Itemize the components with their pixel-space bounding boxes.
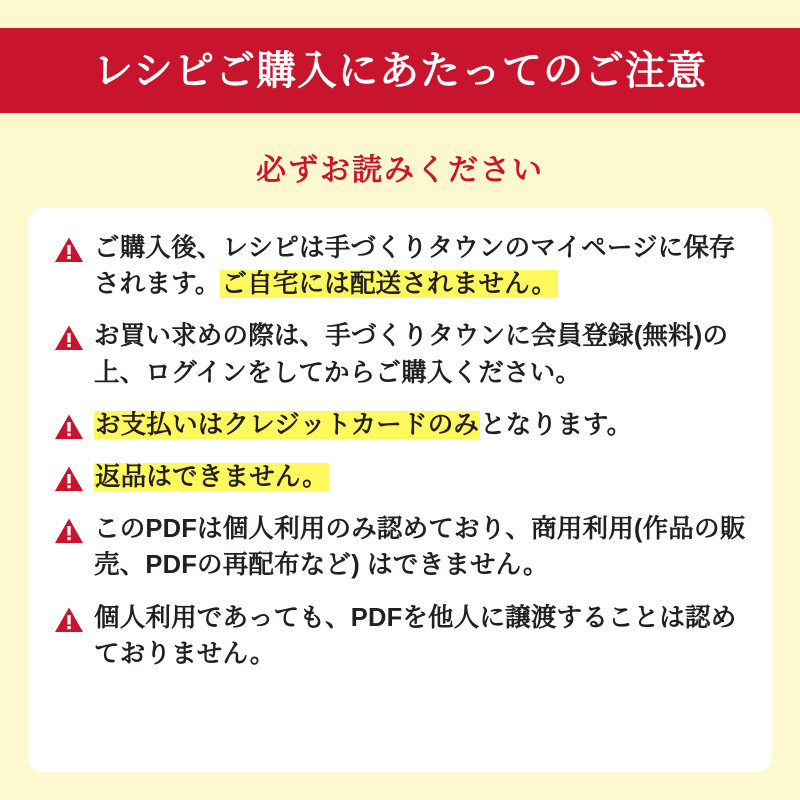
notice-item [54, 600, 746, 672]
notice-card [28, 208, 772, 772]
notice-item [54, 459, 746, 495]
warning-icon [54, 517, 84, 545]
notice-item [54, 511, 746, 583]
notice-text-highlight: ご自宅には配送されません。 [221, 270, 558, 299]
warning-icon [54, 413, 84, 441]
notice-item [54, 230, 746, 302]
notice-list [54, 230, 746, 672]
notice-text-highlight: 返品はできません。 [95, 463, 328, 492]
notice-text-plain: 個人利用であっても、PDFを他人に譲渡することは認めておりません。 [94, 603, 737, 668]
warning-icon [54, 236, 84, 264]
notice-text-plain: となります。 [480, 410, 633, 439]
warning-icon [54, 465, 84, 493]
warning-icon [54, 606, 84, 634]
notice-text [94, 459, 329, 495]
warning-icon [54, 324, 84, 352]
page-title: レシピご購入にあたってのご注意 [93, 48, 707, 93]
notice-text [94, 511, 746, 583]
notice-text [94, 318, 746, 390]
notice-item [54, 318, 746, 390]
notice-text [94, 230, 746, 302]
subtitle: 必ずお読みください [256, 154, 544, 187]
notice-text-plain: お買い求めの際は、手づくりタウンに会員登録(無料)の上、ログインをしてからご購入ください。 [94, 322, 729, 387]
notice-text-plain: ご購入後、レシピは手づくりタウンのマイページに保存されます。 [94, 234, 735, 299]
notice-text [94, 407, 632, 443]
notice-item [54, 407, 746, 443]
notice-text-plain: このPDFは個人利用のみ認めており、商用利用(作品の販売、PDFの再配布など) はできません。 [94, 515, 746, 580]
notice-text [94, 600, 746, 672]
header-banner [0, 28, 800, 113]
notice-text-highlight: お支払いはクレジットカードのみ [95, 410, 480, 439]
